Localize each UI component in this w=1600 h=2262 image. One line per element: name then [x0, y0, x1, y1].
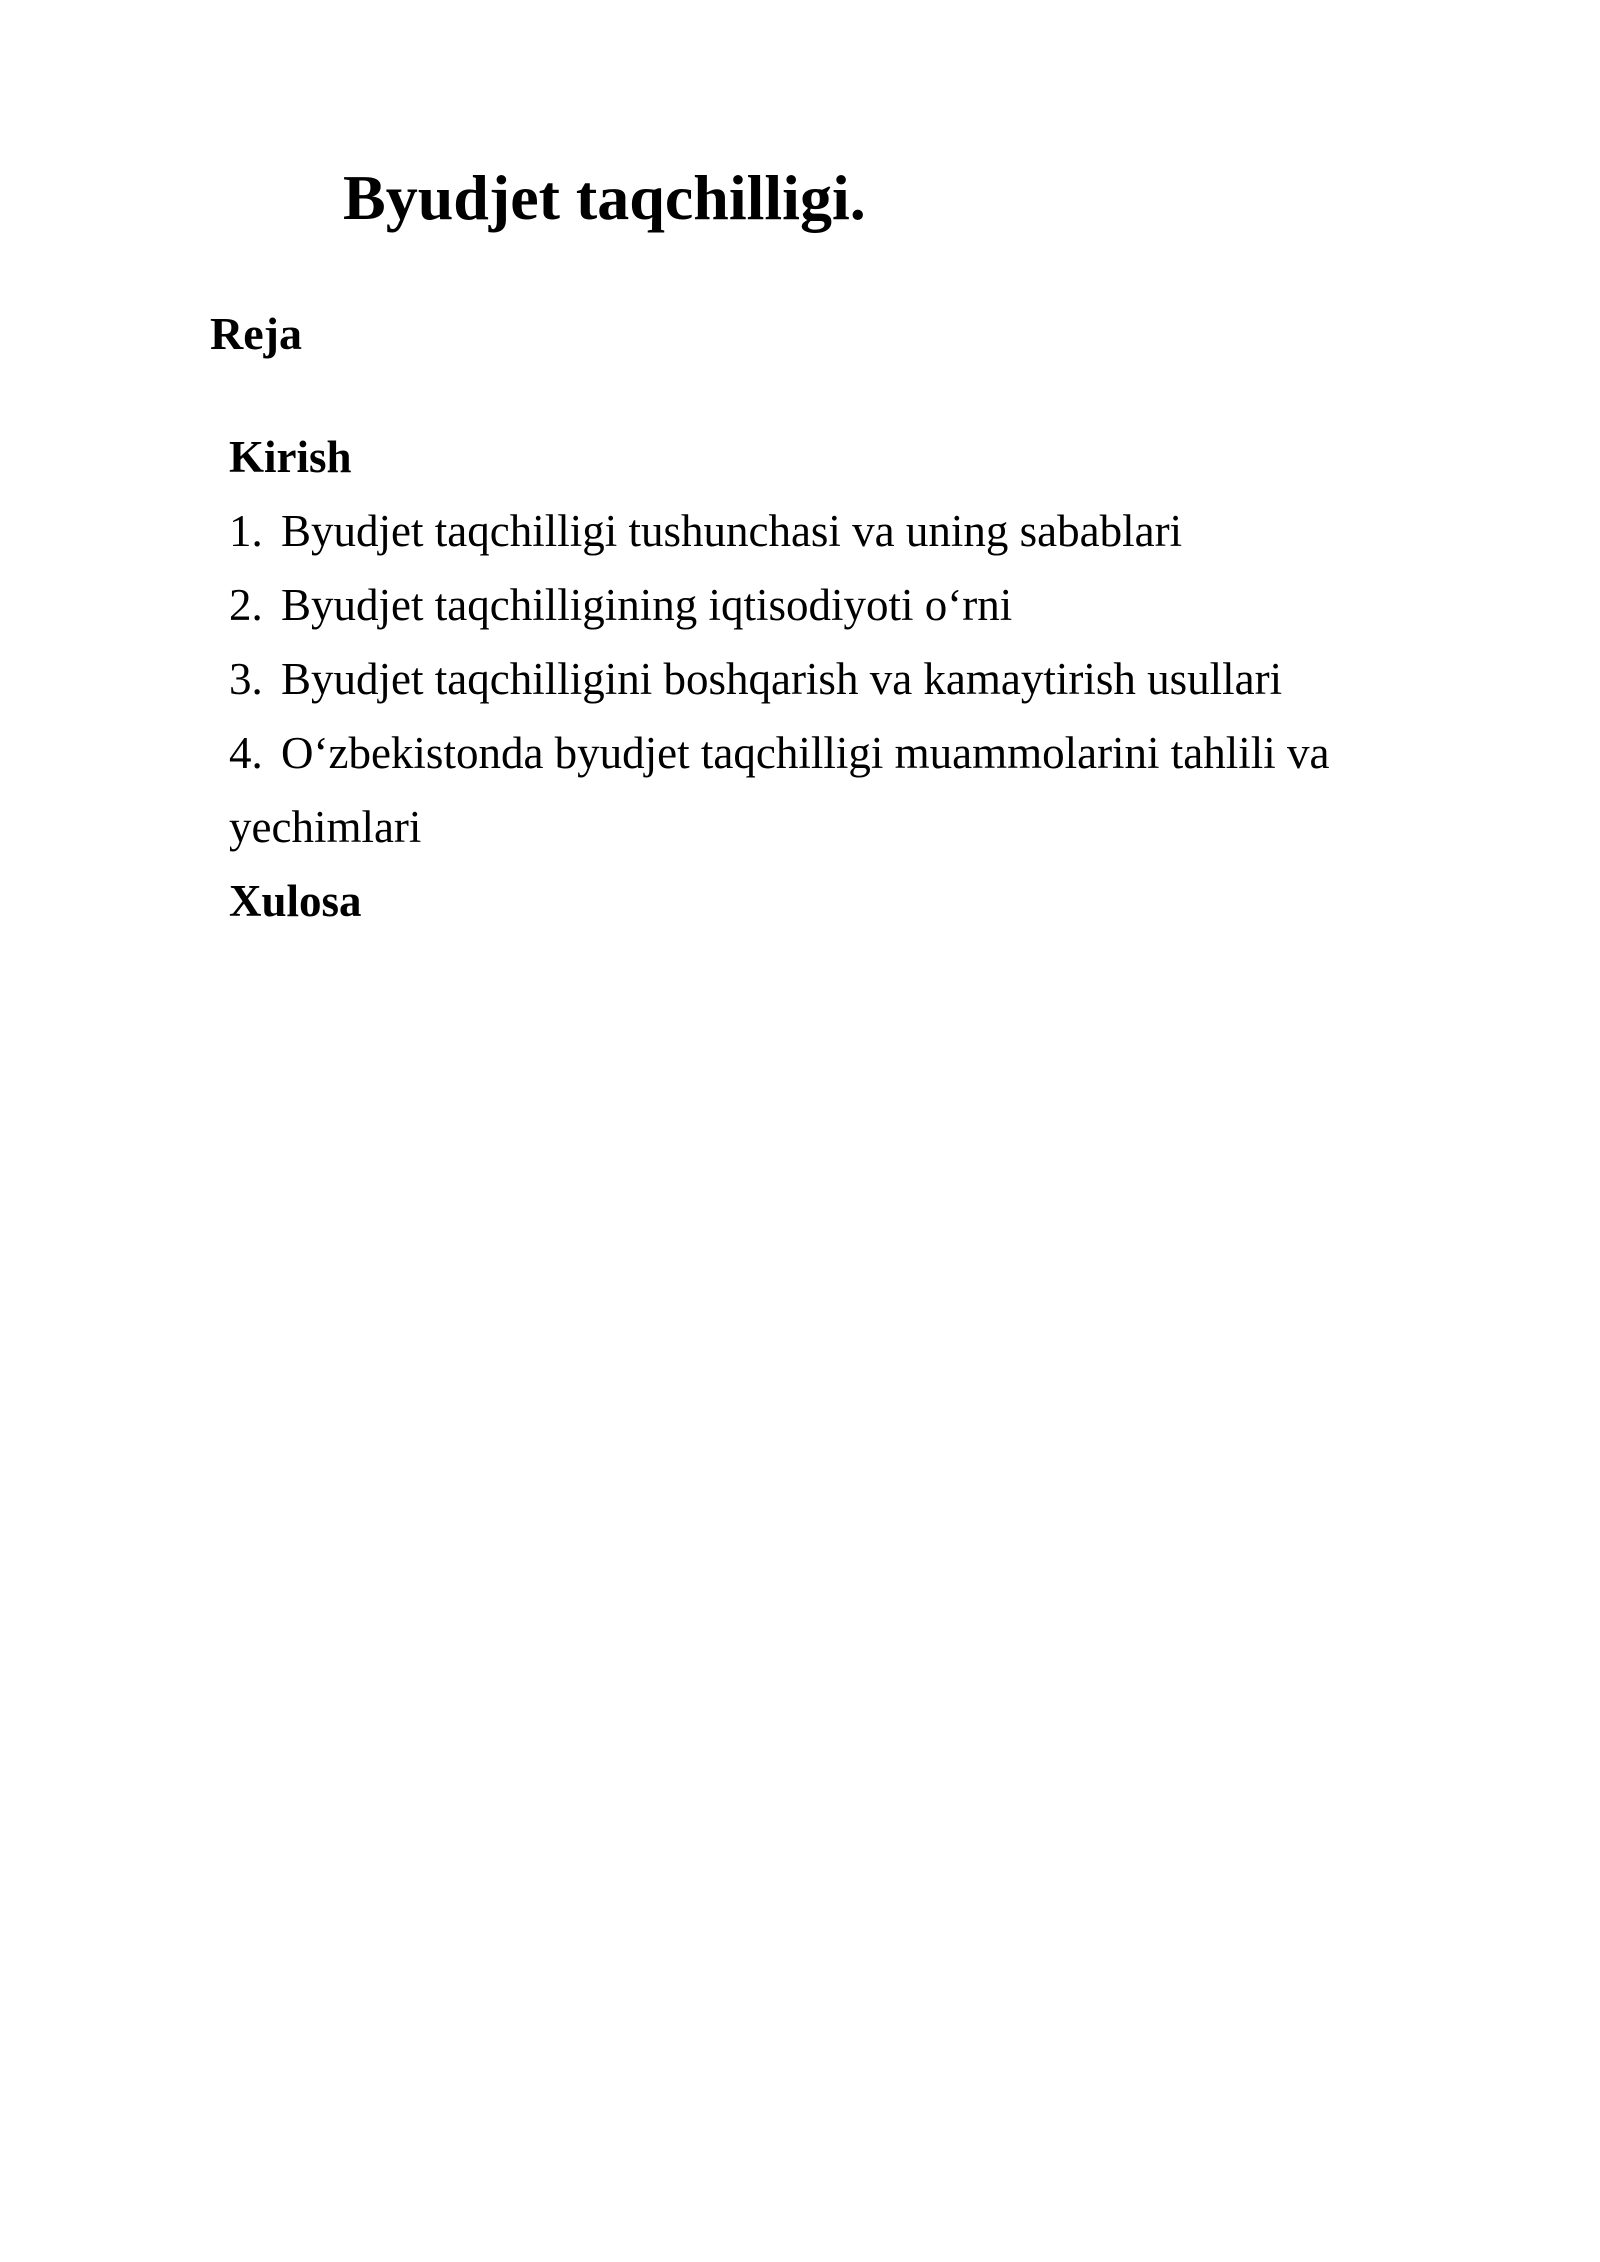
plan-item-number: 3. [229, 654, 263, 704]
plan-item-text: Byudjet taqchilligining iqtisodiyoti o‘rni [281, 580, 1013, 630]
plan-list [229, 420, 1409, 938]
plan-item-2 [229, 568, 1409, 642]
plan-item-number: 1. [229, 506, 263, 556]
plan-item-text: Byudjet taqchilligi tushunchasi va uning sabablari [281, 506, 1183, 556]
plan-intro: Kirish [229, 432, 352, 482]
plan-conclusion: Xulosa [229, 876, 362, 926]
plan-item-number: 4. [229, 728, 263, 778]
plan-item-4-continuation: yechimlari [229, 802, 422, 852]
plan-heading: Reja [210, 308, 302, 359]
plan-item-text: O‘zbekistonda byudjet taqchilligi muammolarini tahlili va [281, 728, 1330, 778]
plan-item-3 [229, 642, 1409, 716]
plan-item-4 [229, 716, 1409, 790]
document-title: Byudjet taqchilligi. [343, 162, 866, 233]
plan-item-text: Byudjet taqchilligini boshqarish va kamaytirish usullari [281, 654, 1283, 704]
plan-item-number: 2. [229, 580, 263, 630]
plan-item-1 [229, 494, 1409, 568]
